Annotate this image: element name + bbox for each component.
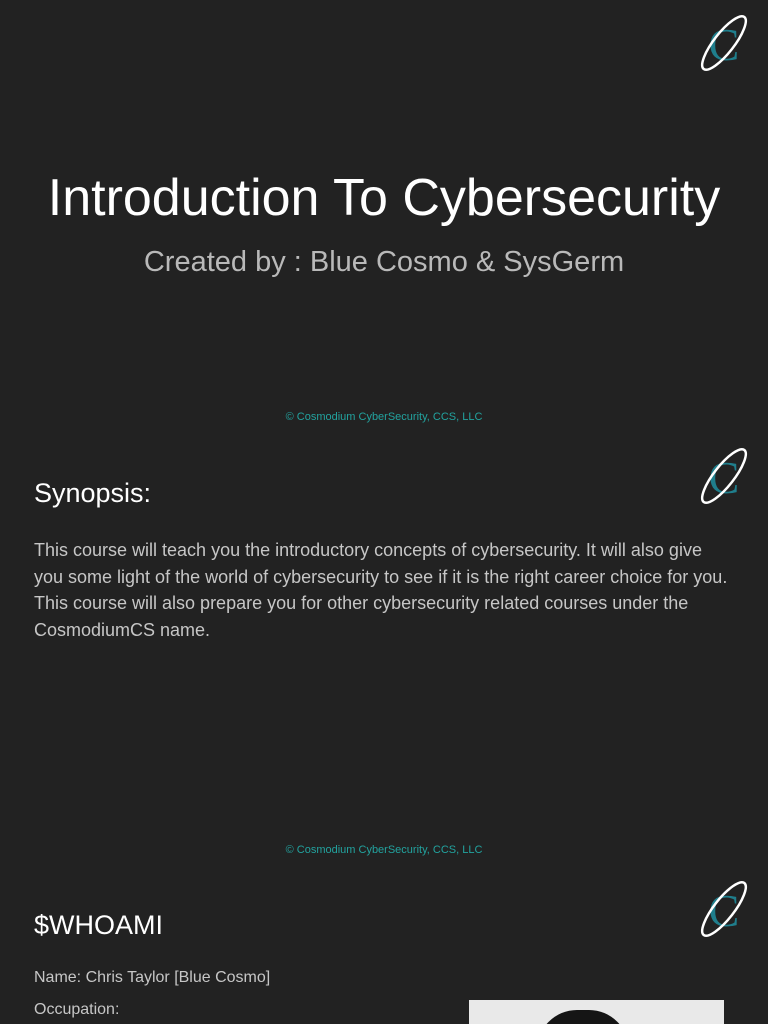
occupation-line: Occupation: (34, 1001, 120, 1018)
svg-text:C: C (708, 885, 740, 936)
whoami-heading: $WHOAMI (34, 910, 164, 940)
page-title: Introduction To Cybersecurity (47, 169, 721, 227)
copyright-footer: © Cosmodium CyberSecurity, CCS, LLC (285, 411, 483, 423)
synopsis-slide (0, 433, 768, 866)
profile-photo (469, 1000, 724, 1024)
svg-text:C: C (708, 452, 740, 503)
synopsis-body: This course will teach you the introductory concepts of cybersecurity. It will also give you some light of the world of cybersecurity to see if it is the right career choice for you. This course will also prepare you for other cybersecurity related courses under the CosmodiumCS name. (34, 540, 728, 640)
cosmodium-logo-icon (698, 445, 750, 507)
cosmodium-logo-icon (698, 878, 750, 940)
title-slide (0, 0, 768, 433)
page-subtitle: Created by : Blue Cosmo & SysGerm (143, 246, 625, 278)
profile-photo-head (537, 1010, 629, 1024)
cosmodium-logo-icon (698, 12, 750, 74)
svg-text:C: C (708, 19, 740, 70)
copyright-footer: © Cosmodium CyberSecurity, CCS, LLC (285, 844, 483, 856)
name-line: Name: Chris Taylor [Blue Cosmo] (34, 969, 271, 986)
whoami-slide (0, 866, 768, 1024)
synopsis-heading: Synopsis: (34, 478, 152, 508)
